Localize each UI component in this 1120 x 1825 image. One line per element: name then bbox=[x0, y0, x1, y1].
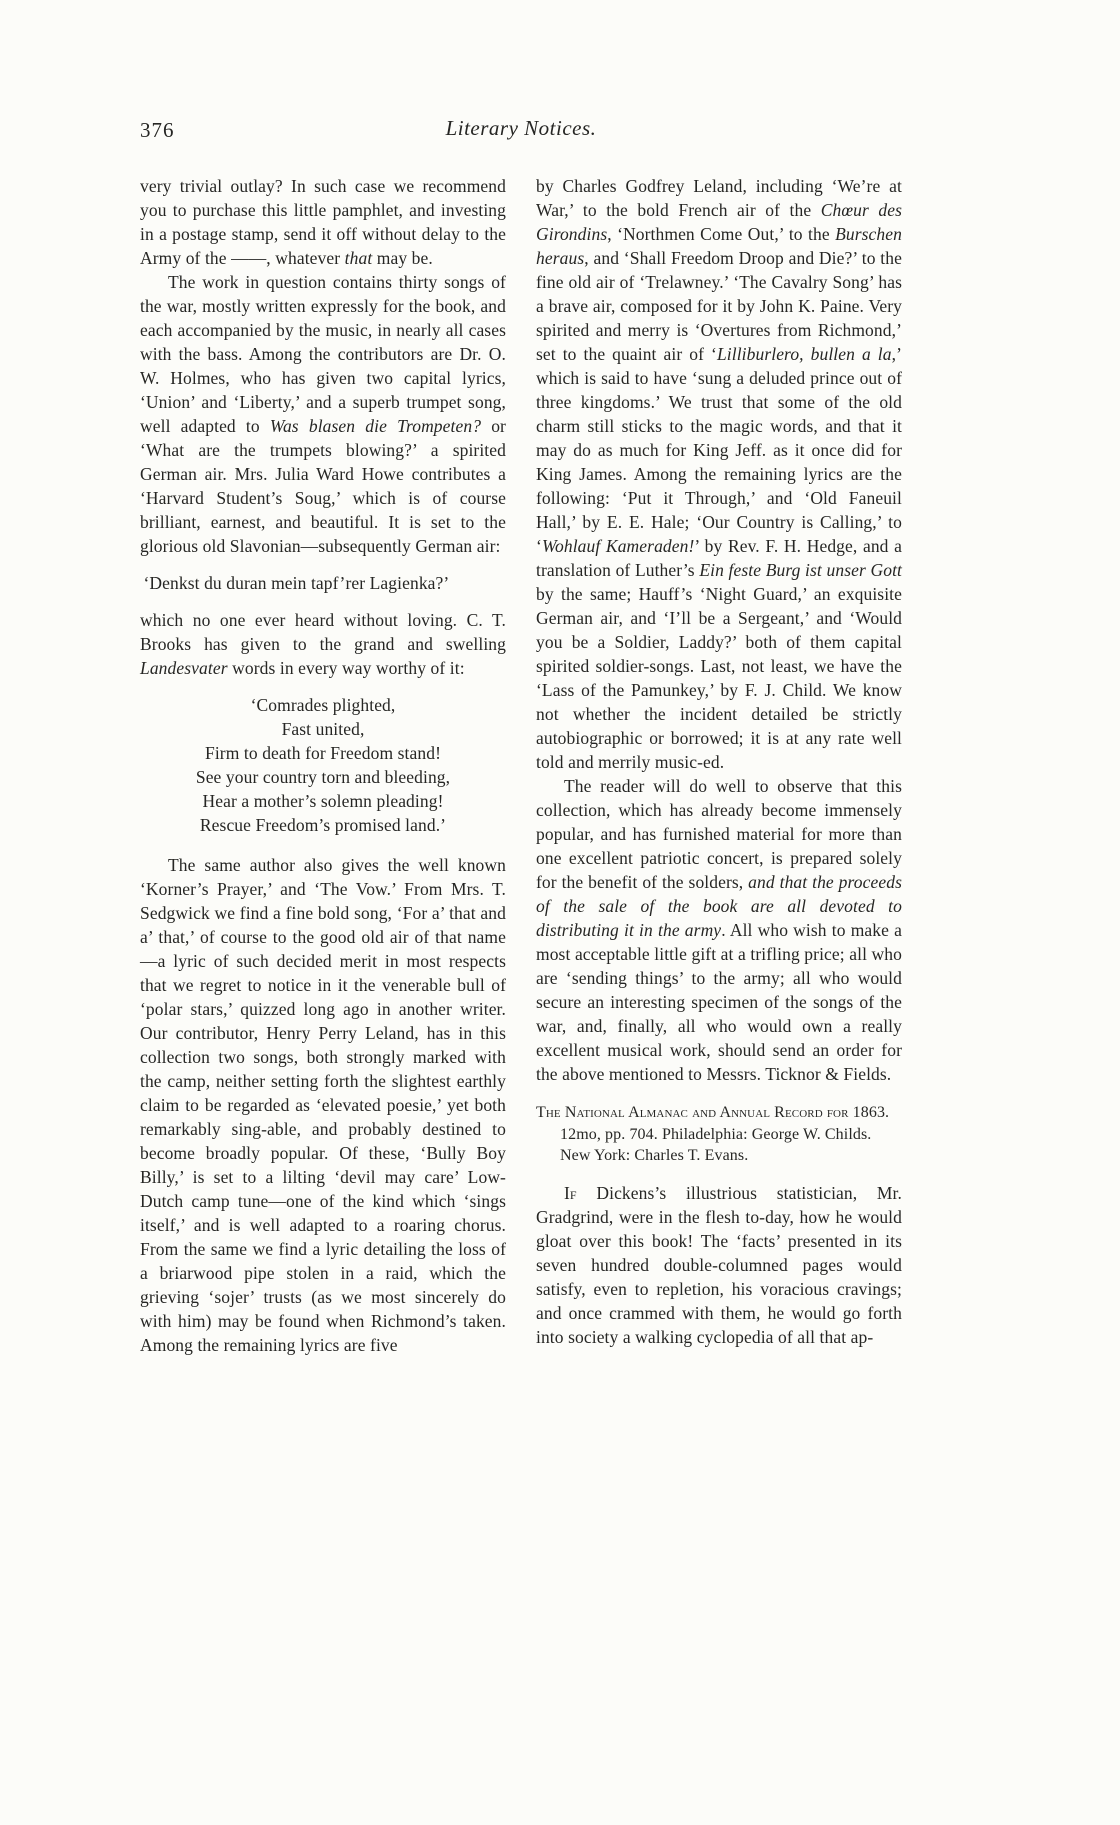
page-header bbox=[140, 116, 902, 150]
text-columns bbox=[140, 174, 902, 1357]
running-title: Literary Notices. bbox=[445, 116, 597, 140]
verse-line: ‘Comrades plighted, bbox=[250, 695, 396, 715]
body-paragraph: The work in question contains thirty songs of the war, mostly written expressly for the book, and each accompanied by the music, in nearly all cases with the bass. Among the contributors are Dr. O. W. Holmes, who has given two capital lyrics, ‘Union’ and ‘Liberty,’ and a superb trumpet song, well adapted to Was blasen die Trompeten? or ‘What are the trumpets blowing?’ a spirited German air. Mrs. Julia Ward Howe contributes a ‘Harvard Student’s Soug,’ which is of course brilliant, earnest, and beautiful. It is set to the glorious old Slavonian—subsequently German air: bbox=[140, 272, 506, 556]
left-column bbox=[140, 174, 506, 1357]
body-paragraph: by Charles Godfrey Leland, including ‘We’re at War,’ to the bold French air of the Chœur des Girondins, ‘Northmen Come Out,’ to the Burschen heraus, and ‘Shall Freedom Droop and Die?’ to the fine old air of ‘Trelawney.’ ‘The Cavalry Song’ has a brave air, composed for it by John K. Paine. Very spirited and merry is ‘Overtures from Richmond,’ set to the quaint air of ‘Lilliburlero, bullen a la,’ which is said to have ‘sung a deluded prince out of three kingdoms.’ We trust that some of the old charm still sticks to the magic words, and that it may do as much for King Jeff. as it once did for King James. Among the remaining lyrics are the following: ‘Put it Through,’ and ‘Old Faneuil Hall,’ by E. E. Hale; ‘Our Country is Calling,’ to ‘Wohlauf Kameraden!’ by Rev. F. H. Hedge, and a translation of Luther’s Ein feste Burg ist unser Gott by the same; Hauff’s ‘Night Guard,’ an exquisite German air, and ‘I’ll be a Sergeant,’ and ‘Would you be a Soldier, Laddy?’ both of them capital spirited soldier-songs. Last, not least, we have the ‘Lass of the Pamunkey,’ by F. J. Child. We know not whether the incident detailed be strictly autobiographic or borrowed; it is at any rate well told and merrily music-ed. bbox=[536, 176, 902, 772]
book-citation: The National Almanac and Annual Record for 1863. 12mo, pp. 704. Philadelphia: George W. Childs. New York: Charles T. Evans. bbox=[536, 1104, 890, 1164]
body-paragraph: very trivial outlay? In such case we recommend you to purchase this little pamphlet, and investing in a postage stamp, send it off without delay to the Army of the ——, whatever that may be. bbox=[140, 176, 506, 268]
body-paragraph: If Dickens’s illustrious statistician, Mr. Gradgrind, were in the flesh to-day, how he would gloat over this book! The ‘facts’ presented in its seven hundred double-columned pages would satisfy, even to repletion, his voracious cravings; and once crammed with them, he would go forth into society a walking cyclopedia of all that ap- bbox=[536, 1182, 902, 1347]
verse-line: Hear a mother’s solemn pleading! bbox=[202, 791, 444, 811]
body-paragraph: which no one ever heard without loving. C. T. Brooks has given to the grand and swelling Landesvater words in every way worthy of it: bbox=[140, 610, 506, 678]
verse-block bbox=[140, 693, 506, 837]
page-number: 376 bbox=[140, 118, 175, 142]
body-paragraph: The reader will do well to observe that this collection, which has already become immensely popular, and has furnished material for more than one excellent patriotic concert, is prepared solely for the benefit of the solders, and that the proceeds of the sale of the book are all devoted to distributing it in the army. All who wish to make a most acceptable little gift at a trifling price; all who are ‘sending things’ to the army; all who would secure an interesting specimen of the songs of the war, and, finally, all who would own a really excellent musical work, should send an order for the above mentioned to Messrs. Ticknor & Fields. bbox=[536, 776, 903, 1084]
verse-line: Firm to death for Freedom stand! bbox=[205, 743, 441, 763]
verse-line: Rescue Freedom’s promised land.’ bbox=[199, 815, 447, 835]
body-paragraph: The same author also gives the well known ‘Korner’s Prayer,’ and ‘The Vow.’ From Mrs. T. Sedgwick we find a fine bold song, ‘For a’ that and a’ that,’ of course to the good old air of that name—a lyric of such decided merit in most respects that we regret to notice in it the venerable bull of ‘polar stars,’ quizzed long ago in another writer. Our contributor, Henry Perry Leland, has in this collection two songs, both strongly marked with the camp, neither setting forth the slightest earthly claim to be regarded as ‘elevated poesie,’ yet both remarkably sing-able, and probably destined to become broadly popular. Of these, ‘Bully Boy Billy,’ is set to a lilting ‘devil may care’ Low-Dutch camp tune—one of the kind which ‘sings itself,’ and is well adapted to a roaring chorus. From the same we find a lyric detailing the loss of a briarwood pipe stolen in a raid, which the grieving ‘sojer’ trusts (as we most sincerely do with him) may be found when Richmond’s taken. Among the remaining lyrics are five bbox=[140, 855, 506, 1355]
verse-line: Fast united, bbox=[281, 719, 365, 739]
song-quote-line: ‘Denkst du duran mein tapf’rer Lagienka?’ bbox=[143, 573, 450, 593]
right-column bbox=[536, 174, 902, 1357]
verse-line: See your country torn and bleeding, bbox=[195, 767, 451, 787]
